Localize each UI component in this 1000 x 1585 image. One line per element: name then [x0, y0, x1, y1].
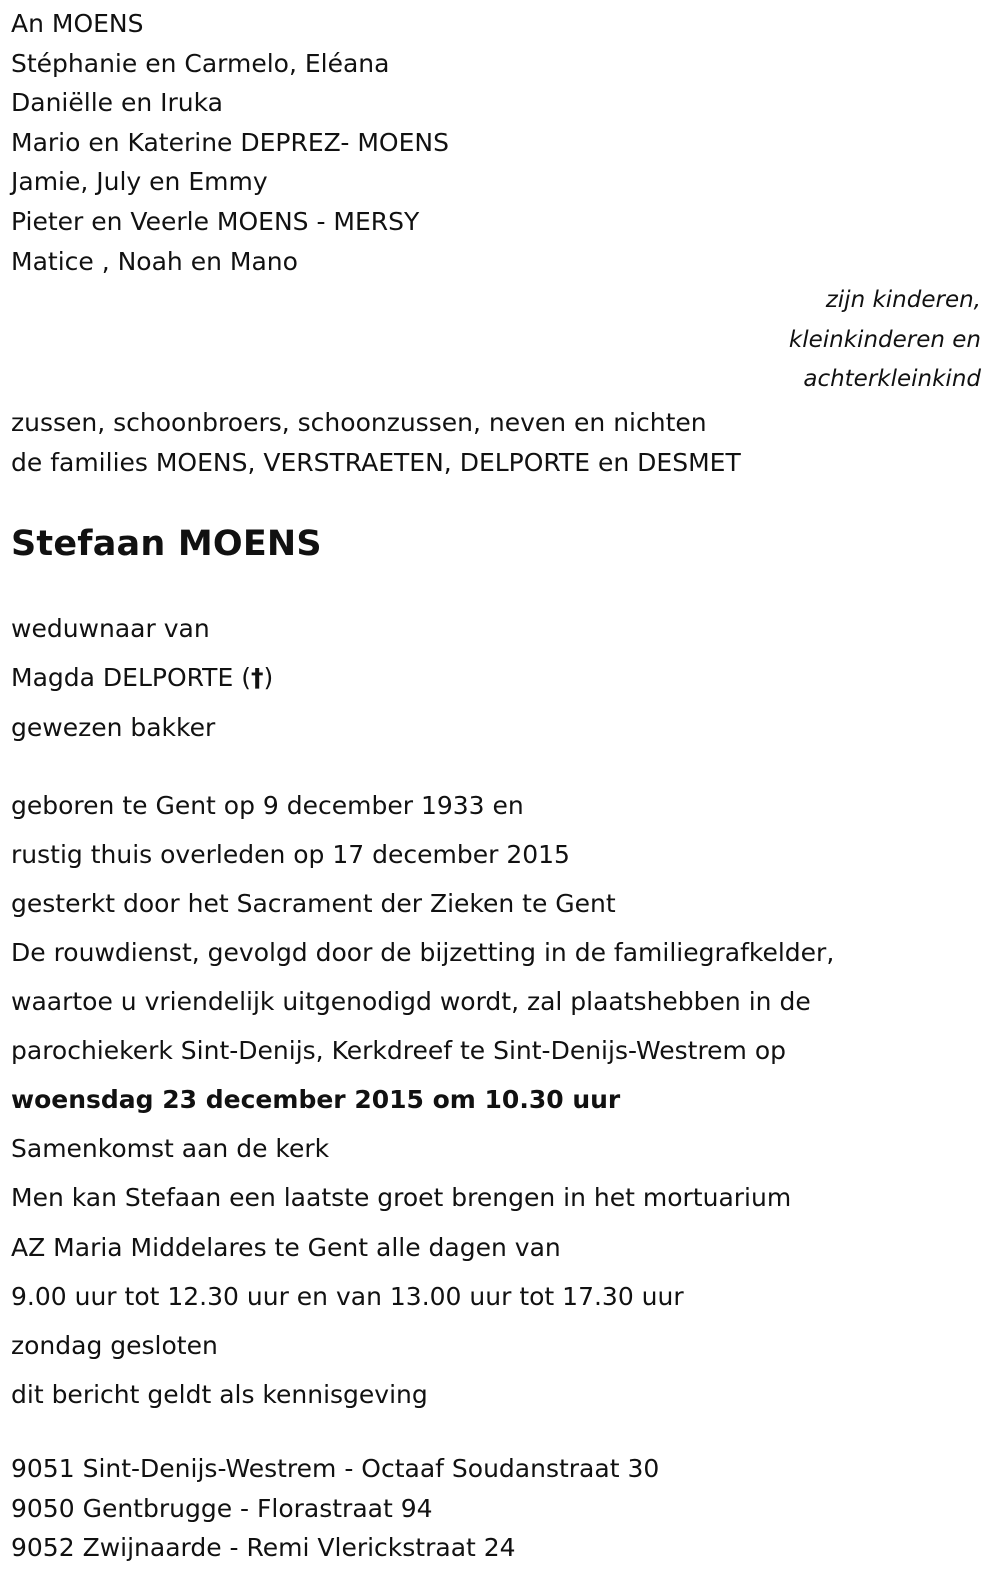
detail-line: parochiekerk Sint-Denijs, Kerkdreef te Sint-Denijs-Westrem op [11, 1036, 787, 1066]
extended-family [11, 403, 981, 482]
extended-family-line: zussen, schoonbroers, schoonzussen, neven en nichten [11, 407, 707, 437]
family-line: Daniëlle en Iruka [11, 88, 223, 118]
address-line: 9050 Gentbrugge - Florastraat 94 [11, 1493, 433, 1523]
widower-label: weduwnaar van [11, 614, 210, 644]
detail-line: zondag gesloten [11, 1330, 218, 1360]
detail-line: AZ Maria Middelares te Gent alle dagen van [11, 1232, 561, 1262]
family-line: Jamie, July en Emmy [11, 167, 268, 197]
address-list [11, 1449, 981, 1568]
deceased-name: Stefaan MOENS [11, 524, 322, 565]
detail-line: waartoe u vriendelijk uitgenodigd wordt, zal plaatshebben in de [11, 987, 811, 1017]
detail-line: geboren te Gent op 9 december 1933 en [11, 790, 524, 820]
address-line: 9051 Sint-Denijs-Westrem - Octaaf Soudanstraat 30 [11, 1453, 660, 1483]
family-line: Stéphanie en Carmelo, Eléana [11, 48, 390, 78]
family-line: Pieter en Veerle MOENS - MERSY [11, 206, 420, 236]
address-line: 9052 Zwijnaarde - Remi Vlerickstraat 24 [11, 1533, 516, 1563]
detail-line: Samenkomst aan de kerk [11, 1134, 330, 1164]
relation-line: kleinkinderen en [788, 326, 981, 353]
spouse-name: Magda DELPORTE ( [11, 663, 251, 693]
family-line: An MOENS [11, 9, 144, 38]
deceased-bio [11, 604, 981, 752]
detail-line: 9.00 uur tot 12.30 uur en van 13.00 uur tot 17.30 uur [11, 1281, 684, 1311]
detail-line: Men kan Stefaan een laatste groet brengen in het mortuarium [11, 1183, 792, 1213]
occupation: gewezen bakker [11, 712, 216, 742]
funeral-details [11, 781, 981, 1419]
relation-line: zijn kinderen, [825, 287, 981, 314]
spouse-close: ) [263, 663, 274, 693]
obituary-notice [11, 0, 981, 1568]
extended-family-line: de families MOENS, VERSTRAETEN, DELPORTE en DESMET [11, 447, 741, 477]
detail-line: gesterkt door het Sacrament der Zieken te Gent [11, 888, 616, 918]
relation-line: achterkleinkind [803, 366, 981, 393]
spouse-line [11, 653, 981, 702]
detail-line: De rouwdienst, gevolgd door de bijzetting in de familiegrafkelder, [11, 938, 835, 968]
detail-line: rustig thuis overleden op 17 december 2015 [11, 839, 570, 869]
funeral-date: woensdag 23 december 2015 om 10.30 uur [11, 1085, 621, 1115]
family-list [11, 4, 981, 281]
cross-icon: † [250, 663, 264, 693]
family-line: Matice , Noah en Mano [11, 246, 298, 276]
family-relation [11, 281, 981, 400]
family-line: Mario en Katerine DEPREZ- MOENS [11, 127, 449, 157]
detail-line: dit bericht geldt als kennisgeving [11, 1379, 428, 1409]
